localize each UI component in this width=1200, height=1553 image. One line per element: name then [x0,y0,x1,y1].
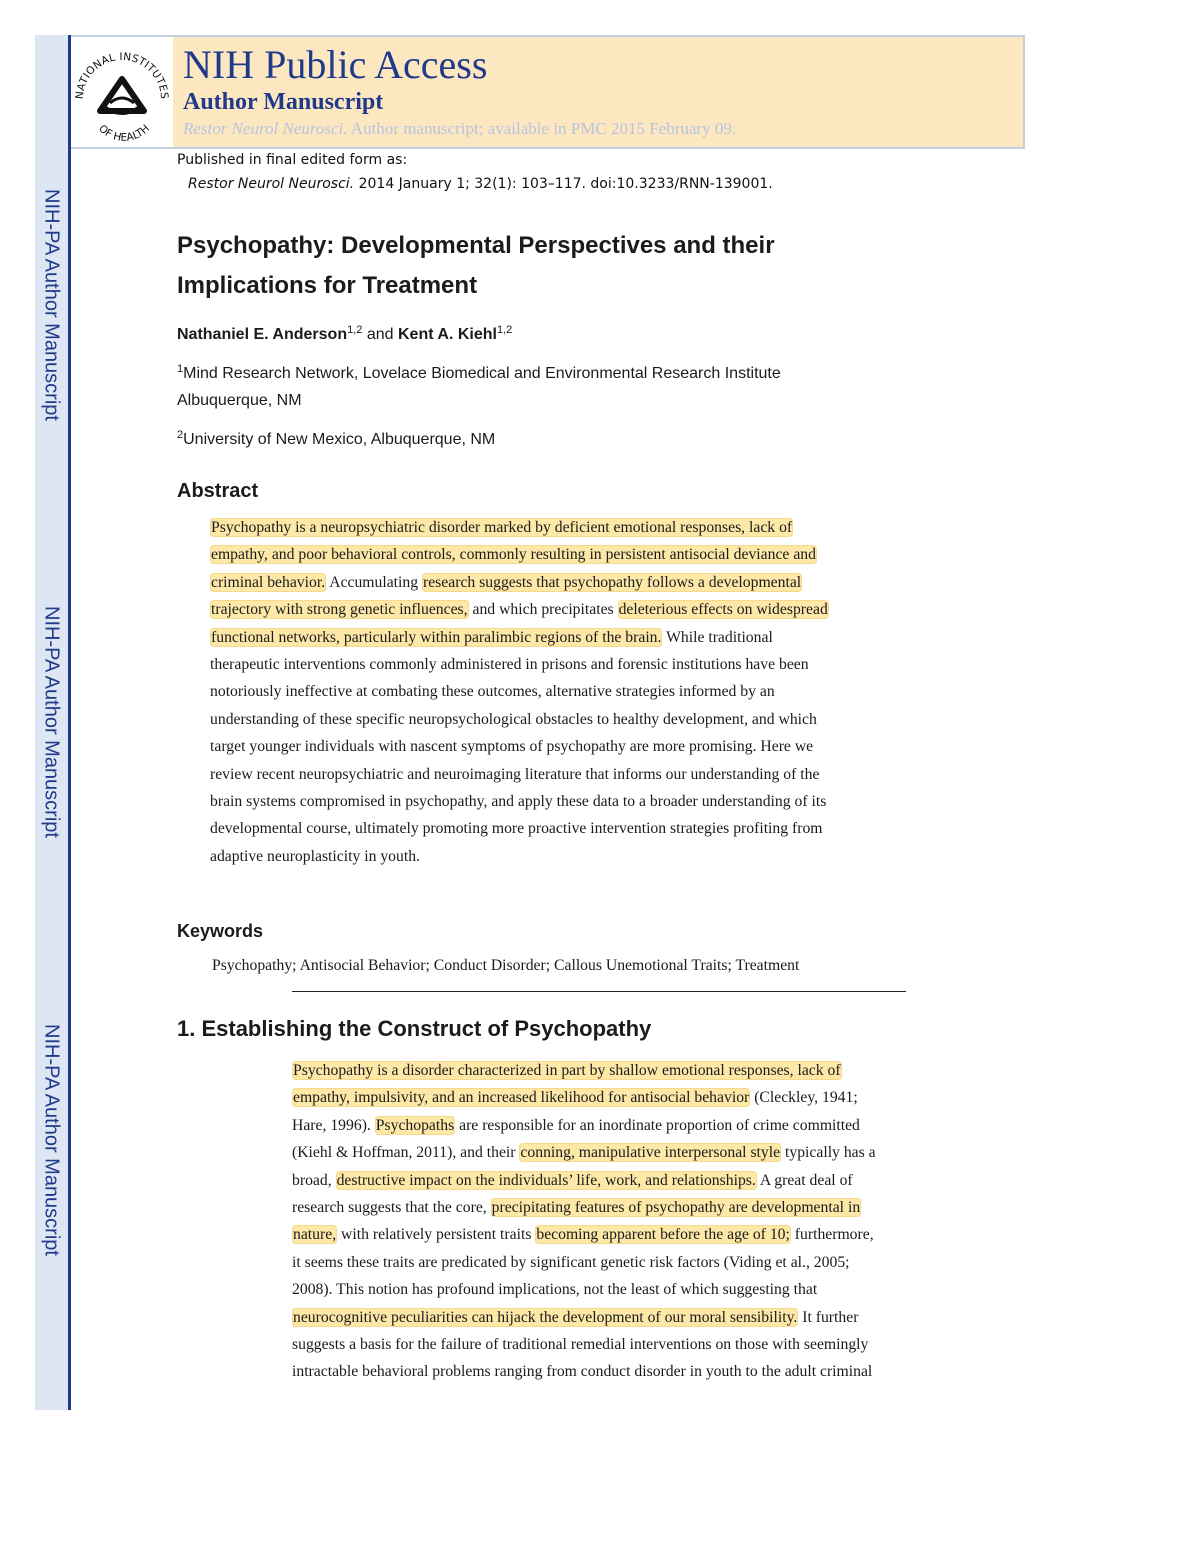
section-divider [292,991,906,992]
text-run: adaptive neuroplasticity in youth. [210,847,420,865]
paper-title-line: Psychopathy: Developmental Perspectives and their [177,232,775,259]
text-run: are responsible for an inordinate proportion of crime committed [455,1116,860,1134]
published-label: Published in final edited form as: [177,152,408,168]
author-list [177,326,512,344]
paper-title-line: Implications for Treatment [177,272,478,299]
highlighted-text: research suggests that psychopathy follows a developmental [423,573,802,591]
affiliation-text: University of New Mexico, Albuquerque, NM [183,431,496,448]
text-run: intractable behavioral problems ranging from conduct disorder in youth to the adult criminal [292,1363,873,1381]
citation-journal: Restor Neurol Neurosci. [188,176,355,192]
text-run: broad, [292,1171,336,1189]
nih-header [71,35,1025,149]
text-line [292,1057,876,1084]
citation [188,176,773,192]
text-line [292,1221,876,1248]
text-run: While traditional [662,628,773,646]
affiliation-2 [177,426,977,453]
highlighted-text: precipitating features of psychopathy are developmental in [491,1199,861,1217]
text-line [210,733,829,760]
text-line [292,1304,876,1331]
paper-title [177,226,937,306]
text-run: therapeutic interventions commonly administered in prisons and forensic institutions have been [210,656,809,674]
text-line [292,1249,876,1276]
text-line [210,815,829,842]
text-run: target younger individuals with nascent symptoms of psychopathy are more promising. Here we [210,738,814,756]
text-line [292,1276,876,1303]
text-line [210,514,829,541]
affiliation-mark: 2 [177,429,184,441]
highlighted-text: deleterious effects on widespread [618,601,828,619]
availability-line [183,119,736,139]
header-title: NIH Public Access [183,42,488,87]
text-line [210,761,829,788]
highlighted-text: trajectory with strong genetic influences, [211,601,468,619]
text-run: and which precipitates [468,601,618,619]
highlighted-text: empathy, and poor behavioral controls, commonly resulting in persistent antisocial deviance and [211,546,816,564]
text-line [292,1167,876,1194]
text-line [210,706,829,733]
nih-logo [71,37,173,147]
affiliation-text: Albuquerque, NM [177,392,302,409]
text-line [210,624,829,651]
sidebar-rule [68,35,71,1410]
journal-name: Restor Neurol Neurosci. [183,119,348,138]
text-line [292,1331,876,1358]
highlighted-text: empathy, impulsivity, and an increased likelihood for antisocial behavior [293,1089,750,1107]
text-run: it seems these traits are predicated by significant genetic risk factors (Viding et al., 2005; [292,1253,850,1271]
citation-details: 2014 January 1; 32(1): 103–117. doi:10.3233/RNN-139001. [354,176,773,192]
text-run: furthermore, [790,1226,874,1244]
text-line [210,541,829,568]
affiliation-text: Mind Research Network, Lovelace Biomedical and Environmental Research Institute [183,365,781,382]
author-conjunction: and [362,326,398,343]
highlighted-text: becoming apparent before the age of 10; [536,1226,790,1244]
text-line [292,1139,876,1166]
highlighted-text: Psychopathy is a disorder characterized in part by shallow emotional responses, lack of [293,1062,841,1079]
text-line [292,1112,876,1139]
svg-text:OF HEALTH: OF HEALTH [96,122,152,144]
abstract-heading: Abstract [177,480,259,502]
text-line [210,788,829,815]
text-run: Hare, 1996). [292,1116,375,1134]
text-run: (Cleckley, 1941; [750,1089,858,1107]
highlighted-text: destructive impact on the individuals’ life, work, and relationships. [336,1171,756,1189]
text-line [210,843,829,870]
text-run: (Kiehl & Hoffman, 2011), and their [292,1144,520,1162]
section-body [292,1057,876,1386]
text-run: suggests a basis for the failure of traditional remedial interventions on those with seemingly [292,1336,869,1354]
text-line [292,1084,876,1111]
highlighted-text: criminal behavior. [211,573,326,591]
abstract-body [210,514,829,870]
author-affiliation-mark: 1,2 [347,324,363,336]
author-name: Nathaniel E. Anderson [177,326,348,343]
highlighted-text: conning, manipulative interpersonal style [520,1144,781,1162]
keywords-heading: Keywords [177,921,264,941]
text-run: brain systems compromised in psychopathy, and apply these data to a broader understanding of its [210,793,827,811]
text-run: research suggests that the core, [292,1199,491,1217]
text-line [292,1358,876,1385]
header-banner [173,37,1023,147]
text-line [292,1194,876,1221]
keywords-text: Psychopathy; Antisocial Behavior; Conduct Disorder; Callous Unemotional Traits; Treatment [212,957,800,974]
affiliation-1 [177,360,977,414]
highlighted-text: neurocognitive peculiarities can hijack the development of our moral sensibility. [293,1308,798,1326]
text-run: Accumulating [326,573,422,591]
availability-text: Author manuscript; available in PMC 2015 February 09. [347,119,737,138]
highlighted-text: Psychopathy is a neuropsychiatric disorder marked by deficient emotional responses, lack of [211,519,793,536]
section-heading: 1. Establishing the Construct of Psychopathy [177,1016,652,1041]
highlighted-text: Psychopaths [375,1116,455,1134]
text-run: notoriously ineffective at combating these outcomes, alternative strategies informed by an [210,683,775,701]
text-run: with relatively persistent traits [337,1226,536,1244]
text-run: review recent neuropsychiatric and neuroimaging literature that informs our understanding of the [210,765,820,783]
author-affiliation-mark: 1,2 [496,324,513,336]
text-run: developmental course, ultimately promoting more proactive intervention strategies profiting from [210,820,823,838]
svg-text:NATIONAL INSTITUTES: NATIONAL INSTITUTES [73,50,171,100]
header-subtitle: Author Manuscript [183,89,384,115]
text-run: understanding of these specific neuropsychological obstacles to healthy development, and which [210,710,817,728]
text-run: A great deal of [756,1171,853,1189]
text-run: It further [798,1308,859,1326]
highlighted-text: nature, [293,1226,337,1244]
nih-seal-icon [71,37,173,147]
text-line [210,651,829,678]
text-line [210,678,829,705]
affiliation-mark: 1 [177,363,184,375]
text-run: typically has a [781,1144,876,1162]
highlighted-text: functional networks, particularly within paralimbic regions of the brain. [211,628,662,646]
text-line [210,569,829,596]
text-run: 2008). This notion has profound implications, not the least of which suggesting that [292,1281,818,1299]
author-name: Kent A. Kiehl [398,326,497,343]
text-line [210,596,829,623]
